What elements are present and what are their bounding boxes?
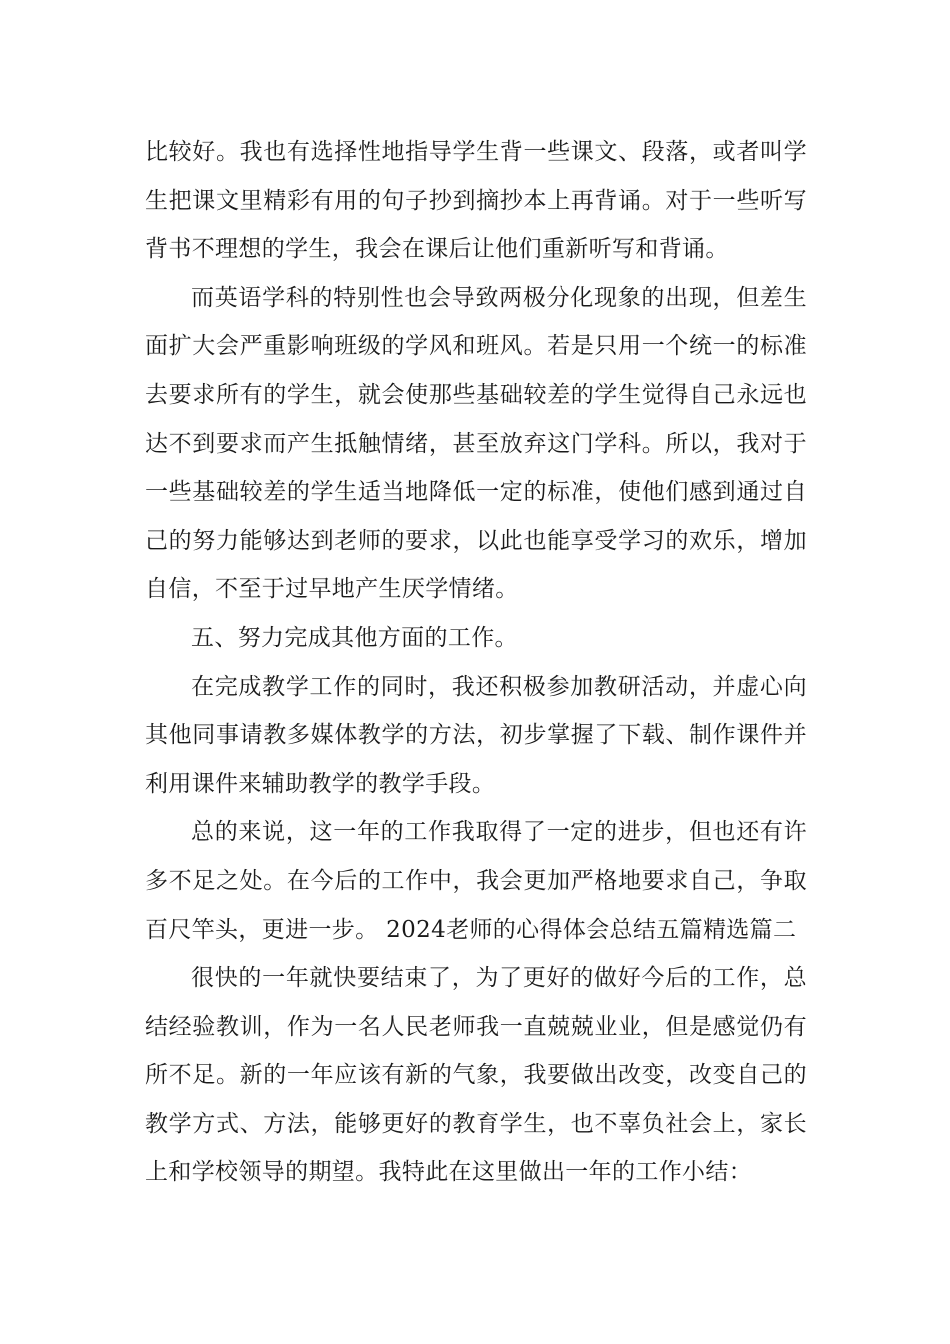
paragraph-continuation: 比较好。我也有选择性地指导学生背一些课文、段落，或者叫学生把课文里精彩有用的句子抄到摘抄本上再背诵。对于一些听写背书不理想的学生，我会在课后让他们重新听写和背诵。 [145, 139, 807, 263]
document-body [145, 128, 807, 1197]
paragraph-teaching-research: 在完成教学工作的同时，我还积极参加教研活动，并虚心向其他同事请教多媒体教学的方法，初步掌握了下载、制作课件并利用课件来辅助教学的教学手段。 [145, 673, 807, 797]
paragraph-summary: 总的来说，这一年的工作我取得了一定的进步，但也还有许多不足之处。在今后的工作中，我会更加严格地要求自己，争取百尺竿头，更进一步。 2024老师的心得体会总结五篇精选篇二 [145, 819, 807, 943]
paragraph-polarization: 而英语学科的特别性也会导致两极分化现象的出现，但差生面扩大会严重影响班级的学风和班风。若是只用一个统一的标准去要求所有的学生，就会使那些基础较差的学生觉得自己永远也达不到要求而产生抵触情绪，甚至放弃这门学科。所以，我对于一些基础较差的学生适当地降低一定的标准，使他们感到通过自己的努力能够达到老师的要求，以此也能享受学习的欢乐，增加自信，不至于过早地产生厌学情绪。 [145, 284, 807, 603]
paragraph-year-end: 很快的一年就快要结束了，为了更好的做好今后的工作，总结经验教训，作为一名人民老师我一直兢兢业业，但是感觉仍有所不足。新的一年应该有新的气象，我要做出改变，改变自己的教学方式、方法，能够更好的教育学生，也不辜负社会上，家长上和学校领导的期望。我特此在这里做出一年的工作小结： [145, 965, 807, 1186]
section-heading-five: 五、努力完成其他方面的工作。 [191, 624, 518, 651]
